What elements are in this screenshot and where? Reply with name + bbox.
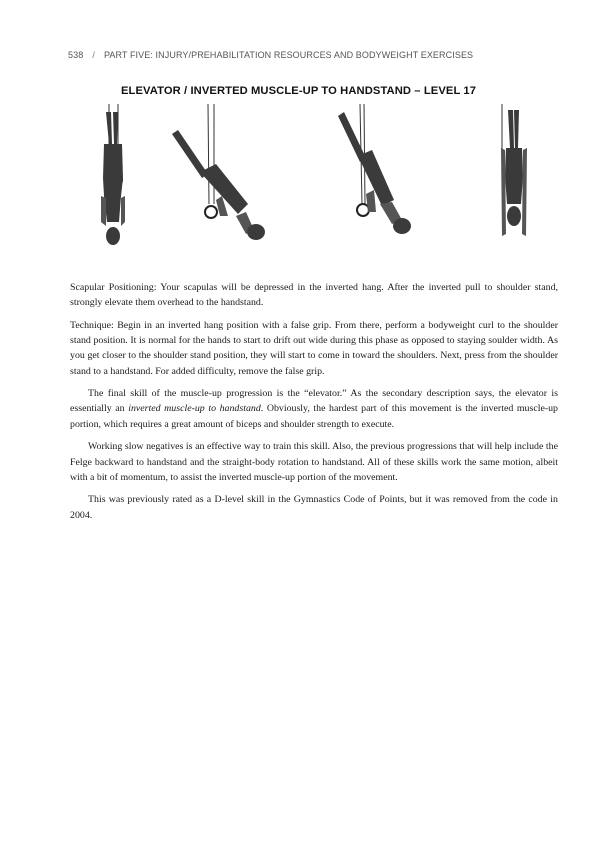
- figure-sequence: [70, 104, 560, 256]
- paragraph-final-skill: [70, 386, 558, 432]
- header-separator: /: [92, 50, 95, 60]
- final-skill-emphasis: inverted muscle-up to handstand: [128, 403, 261, 415]
- paragraph-scapular-positioning: Scapular Positioning: Your scapulas will be depressed in the inverted hang. After the inverted pull to shoulder stand, strongly elevate them overhead to the handstand.: [70, 282, 558, 309]
- page-number: 538: [68, 50, 84, 60]
- figure-shoulder-stand: [332, 104, 422, 256]
- paragraph-technique: Technique: Begin in an inverted hang position with a false grip. From there, perform a bodyweight curl to the shoulder stand position. It is normal for the hands to start to drift out wide during this phase as opposed to staying soulder width. As you get closer to the shoulder stand position, they will start to come in toward the shoulders. Next, press from the shoulder stand to a handstand. For added difficulty, remove the false grip.: [70, 319, 558, 377]
- paragraph-history: This was previously rated as a D-level skill in the Gymnastics Code of Points, but it was removed from the code in 2004.: [70, 494, 558, 521]
- running-header: [68, 50, 473, 60]
- exercise-title: ELEVATOR / INVERTED MUSCLE-UP TO HANDSTAND – LEVEL 17: [120, 85, 477, 97]
- figure-inverted-pull: [170, 104, 280, 256]
- final-skill-text-2: . Obviously, the hardest part of this movement is the inverted muscle-up portion, which requires a great amount of biceps and shoulder strength to execute.: [70, 403, 558, 430]
- ring-icon: [205, 206, 217, 218]
- section-title: PART FIVE: INJURY/PREHABILITATION RESOURCES AND BODYWEIGHT EXERCISES: [103, 50, 474, 60]
- ring-icon: [357, 204, 369, 216]
- final-skill-text-1: The final skill of the muscle-up progression is the “elevator.” As the secondary description says, the elevator is essentially an: [70, 388, 558, 415]
- figure-handstand: [494, 104, 534, 256]
- paragraph-slow-negatives: Working slow negatives is an effective way to train this skill. Also, the previous progressions that will help include the Felge backward to handstand and the straight-body rotation to handstand. All of these skills work the same motion, albeit with a bit of momentum, to assist the inverted muscle-up portion of the movement.: [70, 441, 558, 483]
- figure-inverted-hang: [92, 104, 136, 256]
- body-text: [70, 280, 558, 530]
